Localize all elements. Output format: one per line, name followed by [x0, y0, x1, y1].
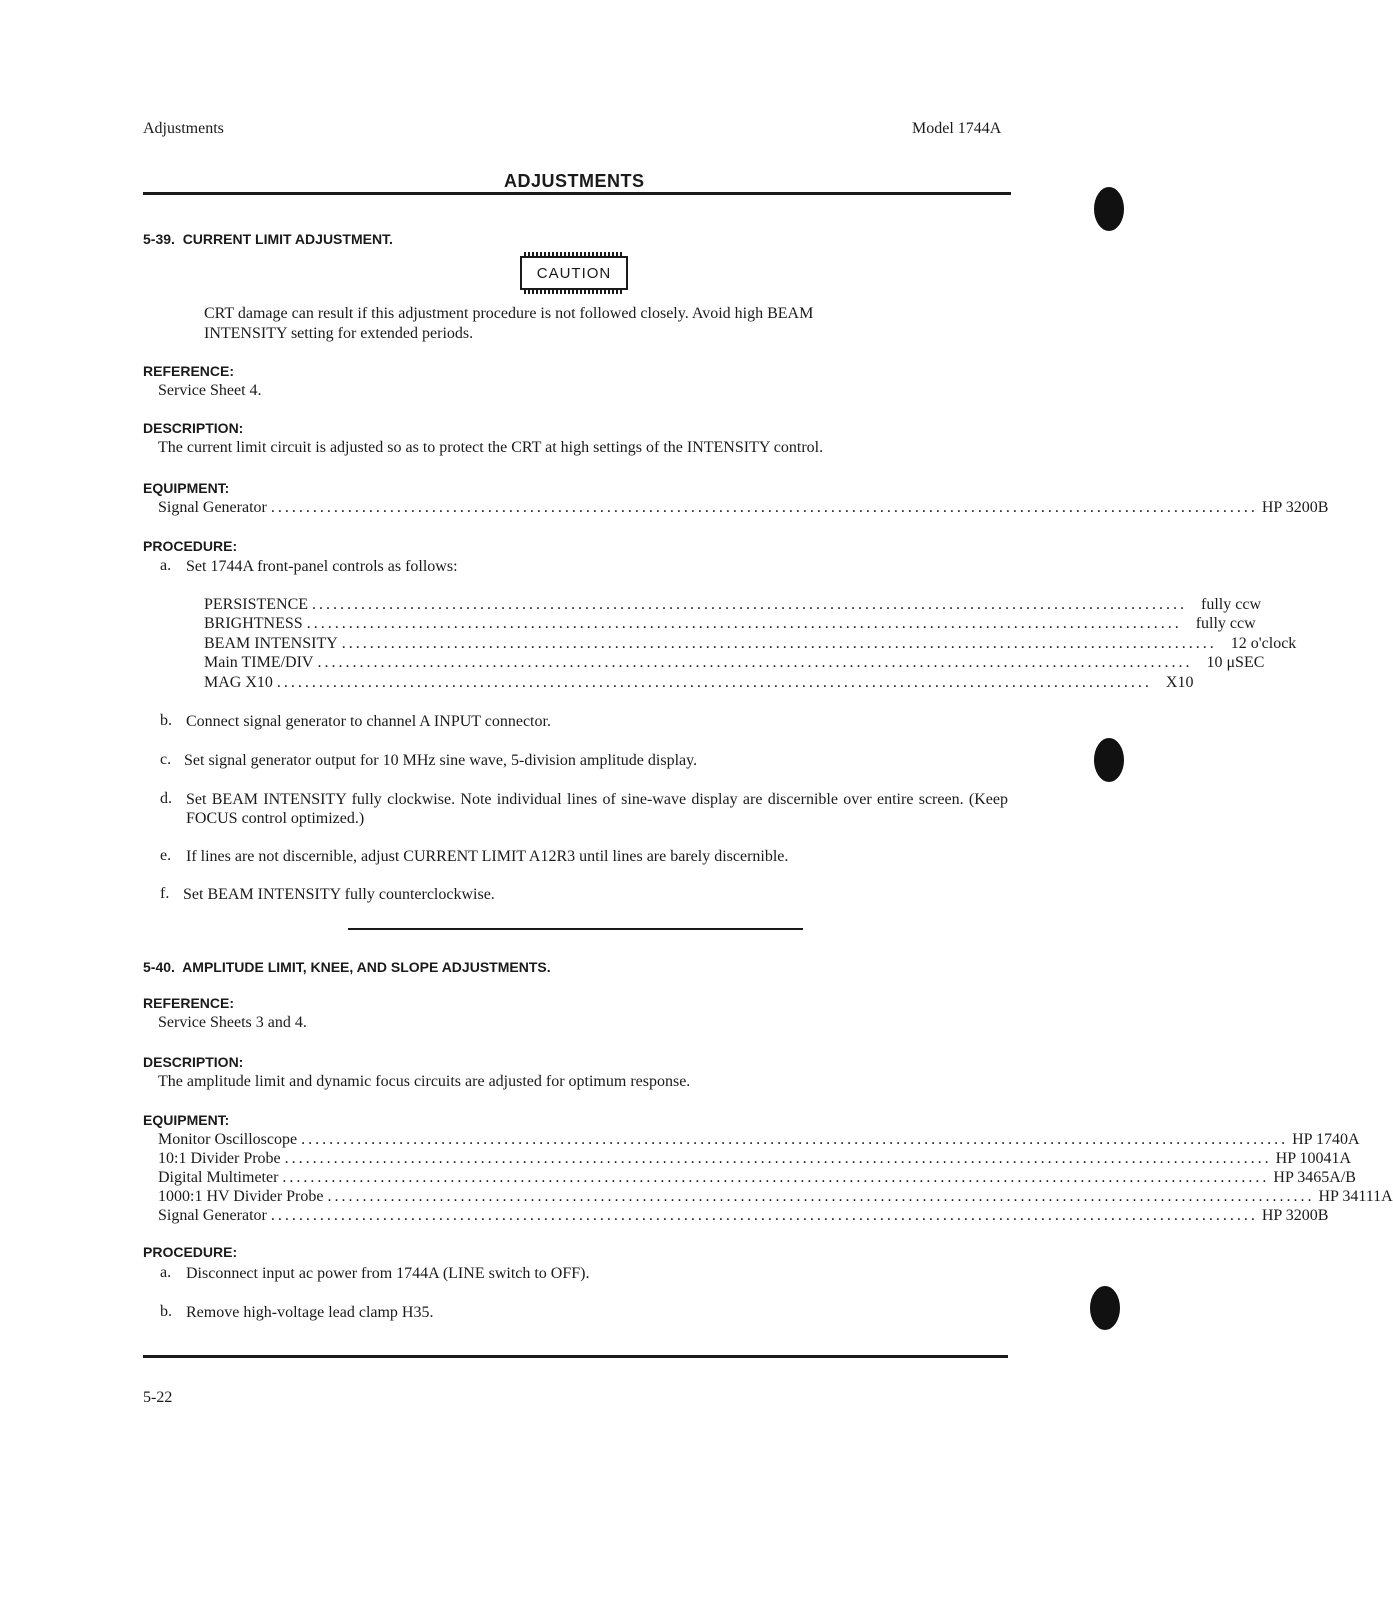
equipment-model: HP 3200B [1261, 499, 1329, 516]
equipment-row [158, 1131, 1360, 1149]
step-text: Remove high-voltage lead clamp H35. [186, 1304, 434, 1321]
step-letter: b. [160, 712, 172, 729]
step-text: If lines are not discernible, adjust CURRENT LIMIT A12R3 until lines are barely discernible. [186, 848, 789, 865]
dot-leader: ............................................................................................................................. [306, 615, 1182, 632]
step-text: Set 1744A front-panel controls as follows: [186, 558, 458, 575]
step-letter: a. [160, 557, 172, 574]
procedure-label: PROCEDURE: [143, 538, 238, 554]
description-label: DESCRIPTION: [143, 1054, 244, 1070]
control-name: Main TIME/DIV [204, 654, 314, 671]
control-name: BEAM INTENSITY [204, 635, 338, 652]
caution-text-line2: INTENSITY setting for extended periods. [204, 325, 474, 342]
equipment-model: HP 3200B [1261, 1207, 1329, 1224]
equipment-row [158, 1207, 1329, 1225]
dot-leader: ............................................................................................................................................. [284, 1150, 1272, 1167]
reference-label: REFERENCE: [143, 363, 235, 379]
equipment-row [158, 1188, 1393, 1206]
equipment-name: Signal Generator [158, 1207, 267, 1224]
equipment-label: EQUIPMENT: [143, 1112, 230, 1128]
control-name: BRIGHTNESS [204, 615, 303, 632]
control-setting: X10 [1165, 674, 1194, 691]
control-name: PERSISTENCE [204, 596, 309, 613]
equipment-name: Digital Multimeter [158, 1169, 279, 1186]
step-text: Set BEAM INTENSITY fully clockwise. Note individual lines of sine-wave display are discernible over entire screen. (Keep FOCUS control optimized.) [186, 791, 1008, 827]
procedure-label: PROCEDURE: [143, 1244, 238, 1260]
section-heading-current-limit: 5-39. CURRENT LIMIT ADJUSTMENT. [143, 231, 393, 247]
dot-leader: ............................................................................................................................. [276, 674, 1152, 691]
control-row [204, 674, 1194, 692]
running-header-left: Adjustments [143, 120, 224, 137]
dot-leader: ............................................................................................................................. [341, 635, 1217, 652]
equipment-label: EQUIPMENT: [143, 480, 230, 496]
step-letter: a. [160, 1264, 172, 1281]
binder-hole-top [1094, 187, 1124, 231]
control-row [204, 615, 1256, 633]
step-letter: c. [160, 751, 172, 768]
control-row [204, 596, 1261, 614]
equipment-row [158, 499, 1329, 517]
equipment-model: HP 34111A [1318, 1188, 1393, 1205]
control-setting: 10 μSEC [1206, 654, 1265, 671]
step-letter: e. [160, 847, 172, 864]
equipment-row [158, 1150, 1352, 1168]
control-name: MAG X10 [204, 674, 273, 691]
step-letter: b. [160, 1303, 172, 1320]
dot-leader: ............................................................................................................................................. [301, 1131, 1289, 1148]
equipment-row [158, 1169, 1356, 1187]
description-text: The amplitude limit and dynamic focus circuits are adjusted for optimum response. [158, 1073, 691, 1090]
equipment-model: HP 10041A [1275, 1150, 1352, 1167]
footer-rule [143, 1355, 1008, 1358]
equipment-model: HP 1740A [1292, 1131, 1360, 1148]
dot-leader: ............................................................................................................................................. [270, 499, 1258, 516]
control-row [204, 654, 1265, 672]
reference-label: REFERENCE: [143, 995, 235, 1011]
step-letter: f. [160, 885, 170, 902]
step-text: Set BEAM INTENSITY fully counterclockwise. [183, 886, 495, 903]
description-text: The current limit circuit is adjusted so as to protect the CRT at high settings of the INTENSITY control. [158, 439, 824, 456]
dot-leader: ............................................................................................................................................. [270, 1207, 1258, 1224]
title-rule [143, 192, 1011, 195]
step-text: Connect signal generator to channel A INPUT connector. [186, 713, 551, 730]
description-label: DESCRIPTION: [143, 420, 244, 436]
caution-label: CAUTION [536, 264, 612, 282]
equipment-name: 1000:1 HV Divider Probe [158, 1188, 324, 1205]
page-number: 5-22 [143, 1389, 173, 1406]
equipment-name: Monitor Oscilloscope [158, 1131, 298, 1148]
step-text: Disconnect input ac power from 1744A (LINE switch to OFF). [186, 1265, 590, 1282]
dot-leader: ............................................................................................................................................. [282, 1169, 1270, 1186]
dot-leader: ............................................................................................................................. [312, 596, 1188, 613]
control-setting: 12 o'clock [1230, 635, 1297, 652]
step-text: Set signal generator output for 10 MHz sine wave, 5-division amplitude display. [184, 752, 698, 769]
caution-text-line1: CRT damage can result if this adjustment procedure is not followed closely. Avoid high BEAM [204, 305, 814, 322]
equipment-name: Signal Generator [158, 499, 267, 516]
control-row [204, 635, 1297, 653]
binder-hole-bottom [1090, 1286, 1120, 1330]
running-header-right: Model 1744A [912, 120, 1002, 137]
dot-leader: ............................................................................................................................................. [327, 1188, 1315, 1205]
binder-hole-middle [1094, 738, 1124, 782]
equipment-name: 10:1 Divider Probe [158, 1150, 281, 1167]
section-divider [348, 928, 803, 930]
control-setting: fully ccw [1201, 596, 1261, 613]
page-title: ADJUSTMENTS [504, 171, 645, 191]
section-heading-amplitude-limit: 5-40. AMPLITUDE LIMIT, KNEE, AND SLOPE ADJUSTMENTS. [143, 959, 551, 975]
reference-text: Service Sheets 3 and 4. [158, 1014, 307, 1031]
equipment-model: HP 3465A/B [1273, 1169, 1356, 1186]
step-letter: d. [160, 790, 172, 807]
reference-text: Service Sheet 4. [158, 382, 262, 399]
control-setting: fully ccw [1195, 615, 1256, 632]
caution-box [520, 256, 628, 290]
dot-leader: ............................................................................................................................. [317, 654, 1193, 671]
